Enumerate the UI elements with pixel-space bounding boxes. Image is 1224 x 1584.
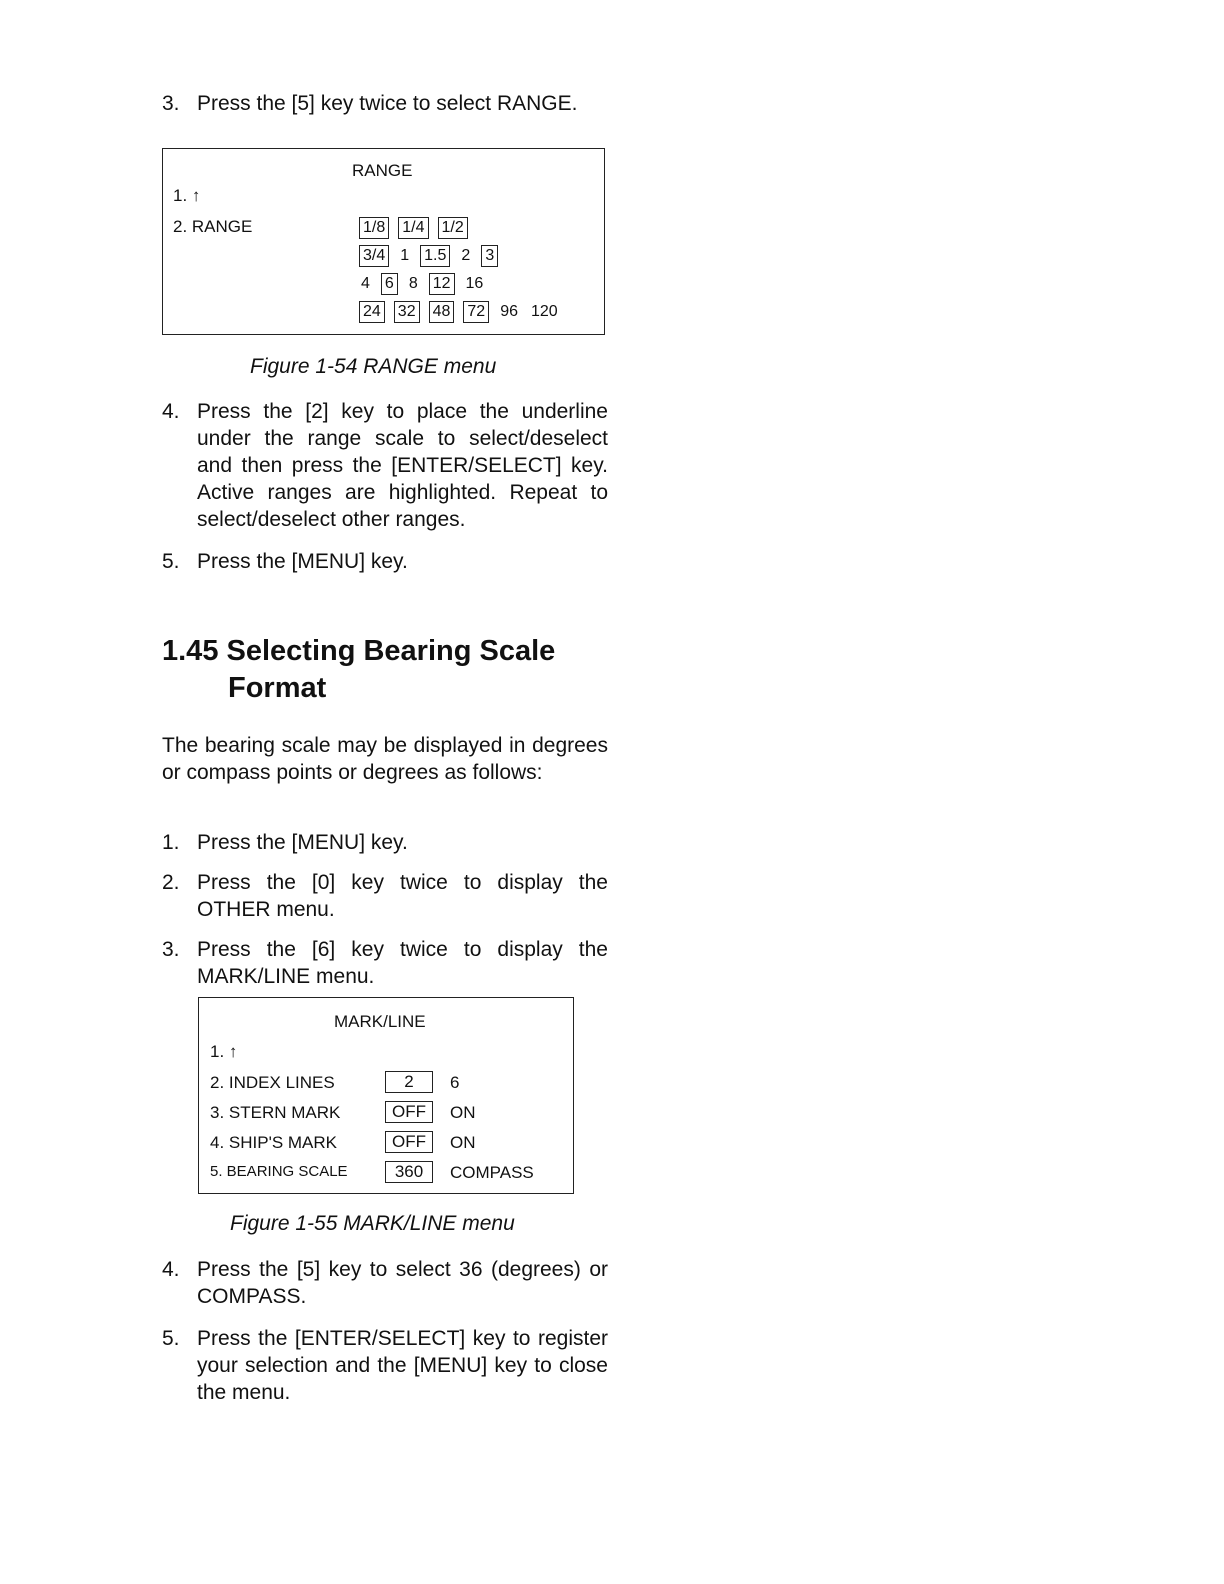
range-scale-grid	[359, 214, 560, 326]
step-text: Press the [0] key twice to display the OTHER menu.	[197, 871, 608, 921]
range-menu-title: RANGE	[352, 161, 413, 180]
step-text: Press the [6] key twice to display the MARK/LINE menu.	[197, 938, 608, 988]
step-number: 3.	[162, 938, 180, 961]
step-press-menu	[162, 548, 608, 575]
range-value[interactable]: 120	[530, 303, 558, 320]
step-number: 2.	[162, 871, 180, 894]
step-select-degrees-compass	[162, 1256, 608, 1310]
range-value[interactable]: 16	[465, 275, 484, 292]
range-menu-item-back: 1. ↑	[173, 186, 201, 205]
range-value-active[interactable]: 6	[381, 273, 398, 295]
range-row	[359, 242, 560, 270]
step-text: Press the [5] key twice to select RANGE.	[197, 92, 578, 115]
step-press-menu-key	[162, 829, 608, 856]
range-value-active[interactable]: 3/4	[359, 245, 389, 267]
intro-paragraph: The bearing scale may be displayed in degrees or compass points or degrees as follows:	[162, 734, 608, 784]
markline-menu-rows	[210, 1070, 560, 1190]
markline-menu-box	[198, 997, 574, 1194]
range-menu-item-range: 2. RANGE	[173, 217, 253, 236]
markline-row-label: 4. SHIP'S MARK	[210, 1133, 338, 1152]
markline-alternate-value[interactable]: COMPASS	[450, 1163, 534, 1182]
range-value-active[interactable]: 3	[481, 245, 498, 267]
range-row	[359, 270, 560, 298]
step-display-markline-menu	[162, 936, 608, 990]
step-display-other-menu	[162, 869, 608, 923]
step-text: Press the [MENU] key.	[197, 550, 408, 573]
range-value-active[interactable]: 1/4	[398, 217, 428, 239]
range-value[interactable]: 2	[461, 247, 471, 264]
markline-alternate-value[interactable]: ON	[450, 1133, 476, 1152]
range-value-active[interactable]: 32	[394, 301, 420, 323]
step-number: 1.	[162, 831, 180, 854]
markline-menu-item-back: 1. ↑	[210, 1042, 238, 1061]
step-register-selection	[162, 1325, 608, 1406]
step-number: 4.	[162, 1258, 180, 1281]
markline-row-label: 3. STERN MARK	[210, 1103, 341, 1122]
markline-row-label: 5. BEARING SCALE	[210, 1163, 348, 1180]
step-number: 5.	[162, 1327, 180, 1350]
markline-menu-title: MARK/LINE	[334, 1012, 426, 1031]
step-text: Press the [MENU] key.	[197, 831, 408, 854]
step-number: 3.	[162, 92, 180, 115]
markline-row-label: 2. INDEX LINES	[210, 1073, 335, 1092]
range-value[interactable]: 1	[400, 247, 410, 264]
figure-1-55-caption: Figure 1-55 MARK/LINE menu	[230, 1212, 515, 1235]
step-number: 5.	[162, 550, 180, 573]
markline-row	[210, 1100, 560, 1130]
range-value-active[interactable]: 1.5	[420, 245, 450, 267]
markline-row	[210, 1070, 560, 1100]
figure-1-54-caption: Figure 1-54 RANGE menu	[250, 355, 497, 378]
range-value-active[interactable]: 12	[429, 273, 455, 295]
step-text: Press the [ENTER/SELECT] key to register your selection and the [MENU] key to close the menu.	[197, 1327, 608, 1404]
section-number-title: 1.45 Selecting Bearing Scale	[162, 635, 556, 667]
step-text: Press the [5] key to select 36 (degrees) or COMPASS.	[197, 1258, 608, 1308]
range-value[interactable]: 8	[408, 275, 418, 292]
markline-selected-value[interactable]: 360	[385, 1161, 433, 1183]
markline-alternate-value[interactable]: ON	[450, 1103, 476, 1122]
step-text: Press the [2] key to place the underline under the range scale to select/deselect and then press the [ENTER/SELECT] key. Active ranges are highlighted. Repeat to select/deselect other ranges.	[197, 400, 608, 531]
step-place-underline	[162, 398, 608, 533]
step-select-range	[162, 90, 608, 117]
section-title-continued: Format	[228, 672, 327, 704]
range-value[interactable]: 96	[500, 303, 518, 320]
range-value[interactable]: 4	[361, 275, 370, 292]
range-value-active[interactable]: 48	[429, 301, 455, 323]
range-value-active[interactable]: 24	[359, 301, 385, 323]
range-value-active[interactable]: 1/8	[359, 217, 389, 239]
markline-selected-value[interactable]: OFF	[385, 1101, 433, 1123]
range-row	[359, 298, 560, 326]
markline-row	[210, 1130, 560, 1160]
markline-alternate-value[interactable]: 6	[450, 1073, 460, 1092]
range-value-active[interactable]: 1/2	[438, 217, 468, 239]
markline-selected-value[interactable]: OFF	[385, 1131, 433, 1153]
step-number: 4.	[162, 400, 180, 423]
markline-selected-value[interactable]: 2	[385, 1071, 433, 1093]
range-value-active[interactable]: 72	[463, 301, 489, 323]
range-row	[359, 214, 560, 242]
markline-row	[210, 1160, 560, 1190]
range-menu-box	[162, 148, 605, 335]
